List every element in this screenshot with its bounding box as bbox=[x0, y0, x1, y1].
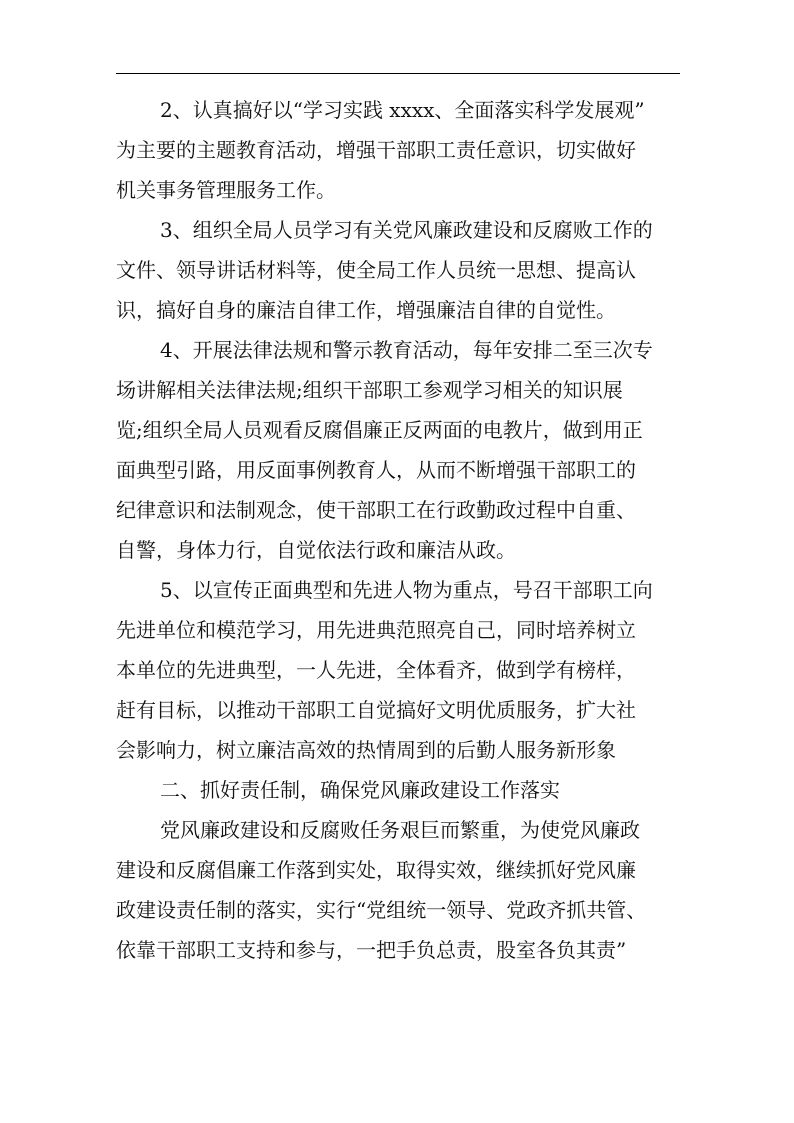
header-rule bbox=[116, 73, 680, 74]
text-line: 本单位的先进典型，一人先进，全体看齐，做到学有榜样， bbox=[116, 658, 636, 682]
text-line: 会影响力，树立廉洁高效的热情周到的后勤人服务新形象 bbox=[116, 738, 616, 762]
text-line: 赶有目标，以推动干部职工自觉搞好文明优质服务，扩大社 bbox=[116, 698, 636, 722]
text-line: 文件、领导讲话材料等，使全局工作人员统一思想、提高认 bbox=[116, 258, 636, 282]
text-line: 面典型引路，用反面事例教育人，从而不断增强干部职工的 bbox=[116, 458, 636, 482]
text-line: 场讲解相关法律法规;组织干部职工参观学习相关的知识展 bbox=[116, 378, 623, 402]
text-line: 党风廉政建设和反腐败任务艰巨而繁重，为使党风廉政 bbox=[160, 818, 640, 842]
text-line: 政建设责任制的落实，实行“党组统一领导、党政齐抓共管、 bbox=[116, 898, 647, 922]
text-line: 4、开展法律法规和警示教育活动，每年安排二至三次专 bbox=[160, 338, 653, 362]
text-line: 3、组织全局人员学习有关党风廉政建设和反腐败工作的 bbox=[160, 218, 653, 242]
document-body bbox=[116, 90, 680, 970]
text-line: 先进单位和模范学习，用先进典范照亮自己，同时培养树立 bbox=[116, 618, 636, 642]
text-line: 纪律意识和法制观念，使干部职工在行政勤政过程中自重、 bbox=[116, 498, 636, 522]
text-line: 识，搞好自身的廉洁自律工作，增强廉洁自律的自觉性。 bbox=[116, 298, 616, 322]
text-line: 2、认真搞好以“学习实践 xxxx、全面落实科学发展观” bbox=[160, 98, 645, 122]
text-line: 自警，身体力行，自觉依法行政和廉洁从政。 bbox=[116, 538, 516, 562]
text-line: 为主要的主题教育活动，增强干部职工责任意识，切实做好 bbox=[116, 138, 636, 162]
text-line: 二、抓好责任制，确保党风廉政建设工作落实 bbox=[160, 778, 560, 802]
text-line: 览;组织全局人员观看反腐倡廉正反两面的电教片，做到用正 bbox=[116, 418, 643, 442]
text-line: 建设和反腐倡廉工作落到实处，取得实效，继续抓好党风廉 bbox=[116, 858, 636, 882]
text-line: 依靠干部职工支持和参与，一把手负总责，股室各负其责” bbox=[116, 938, 627, 962]
text-line: 5、以宣传正面典型和先进人物为重点，号召干部职工向 bbox=[160, 578, 653, 602]
text-line: 机关事务管理服务工作。 bbox=[116, 178, 336, 202]
